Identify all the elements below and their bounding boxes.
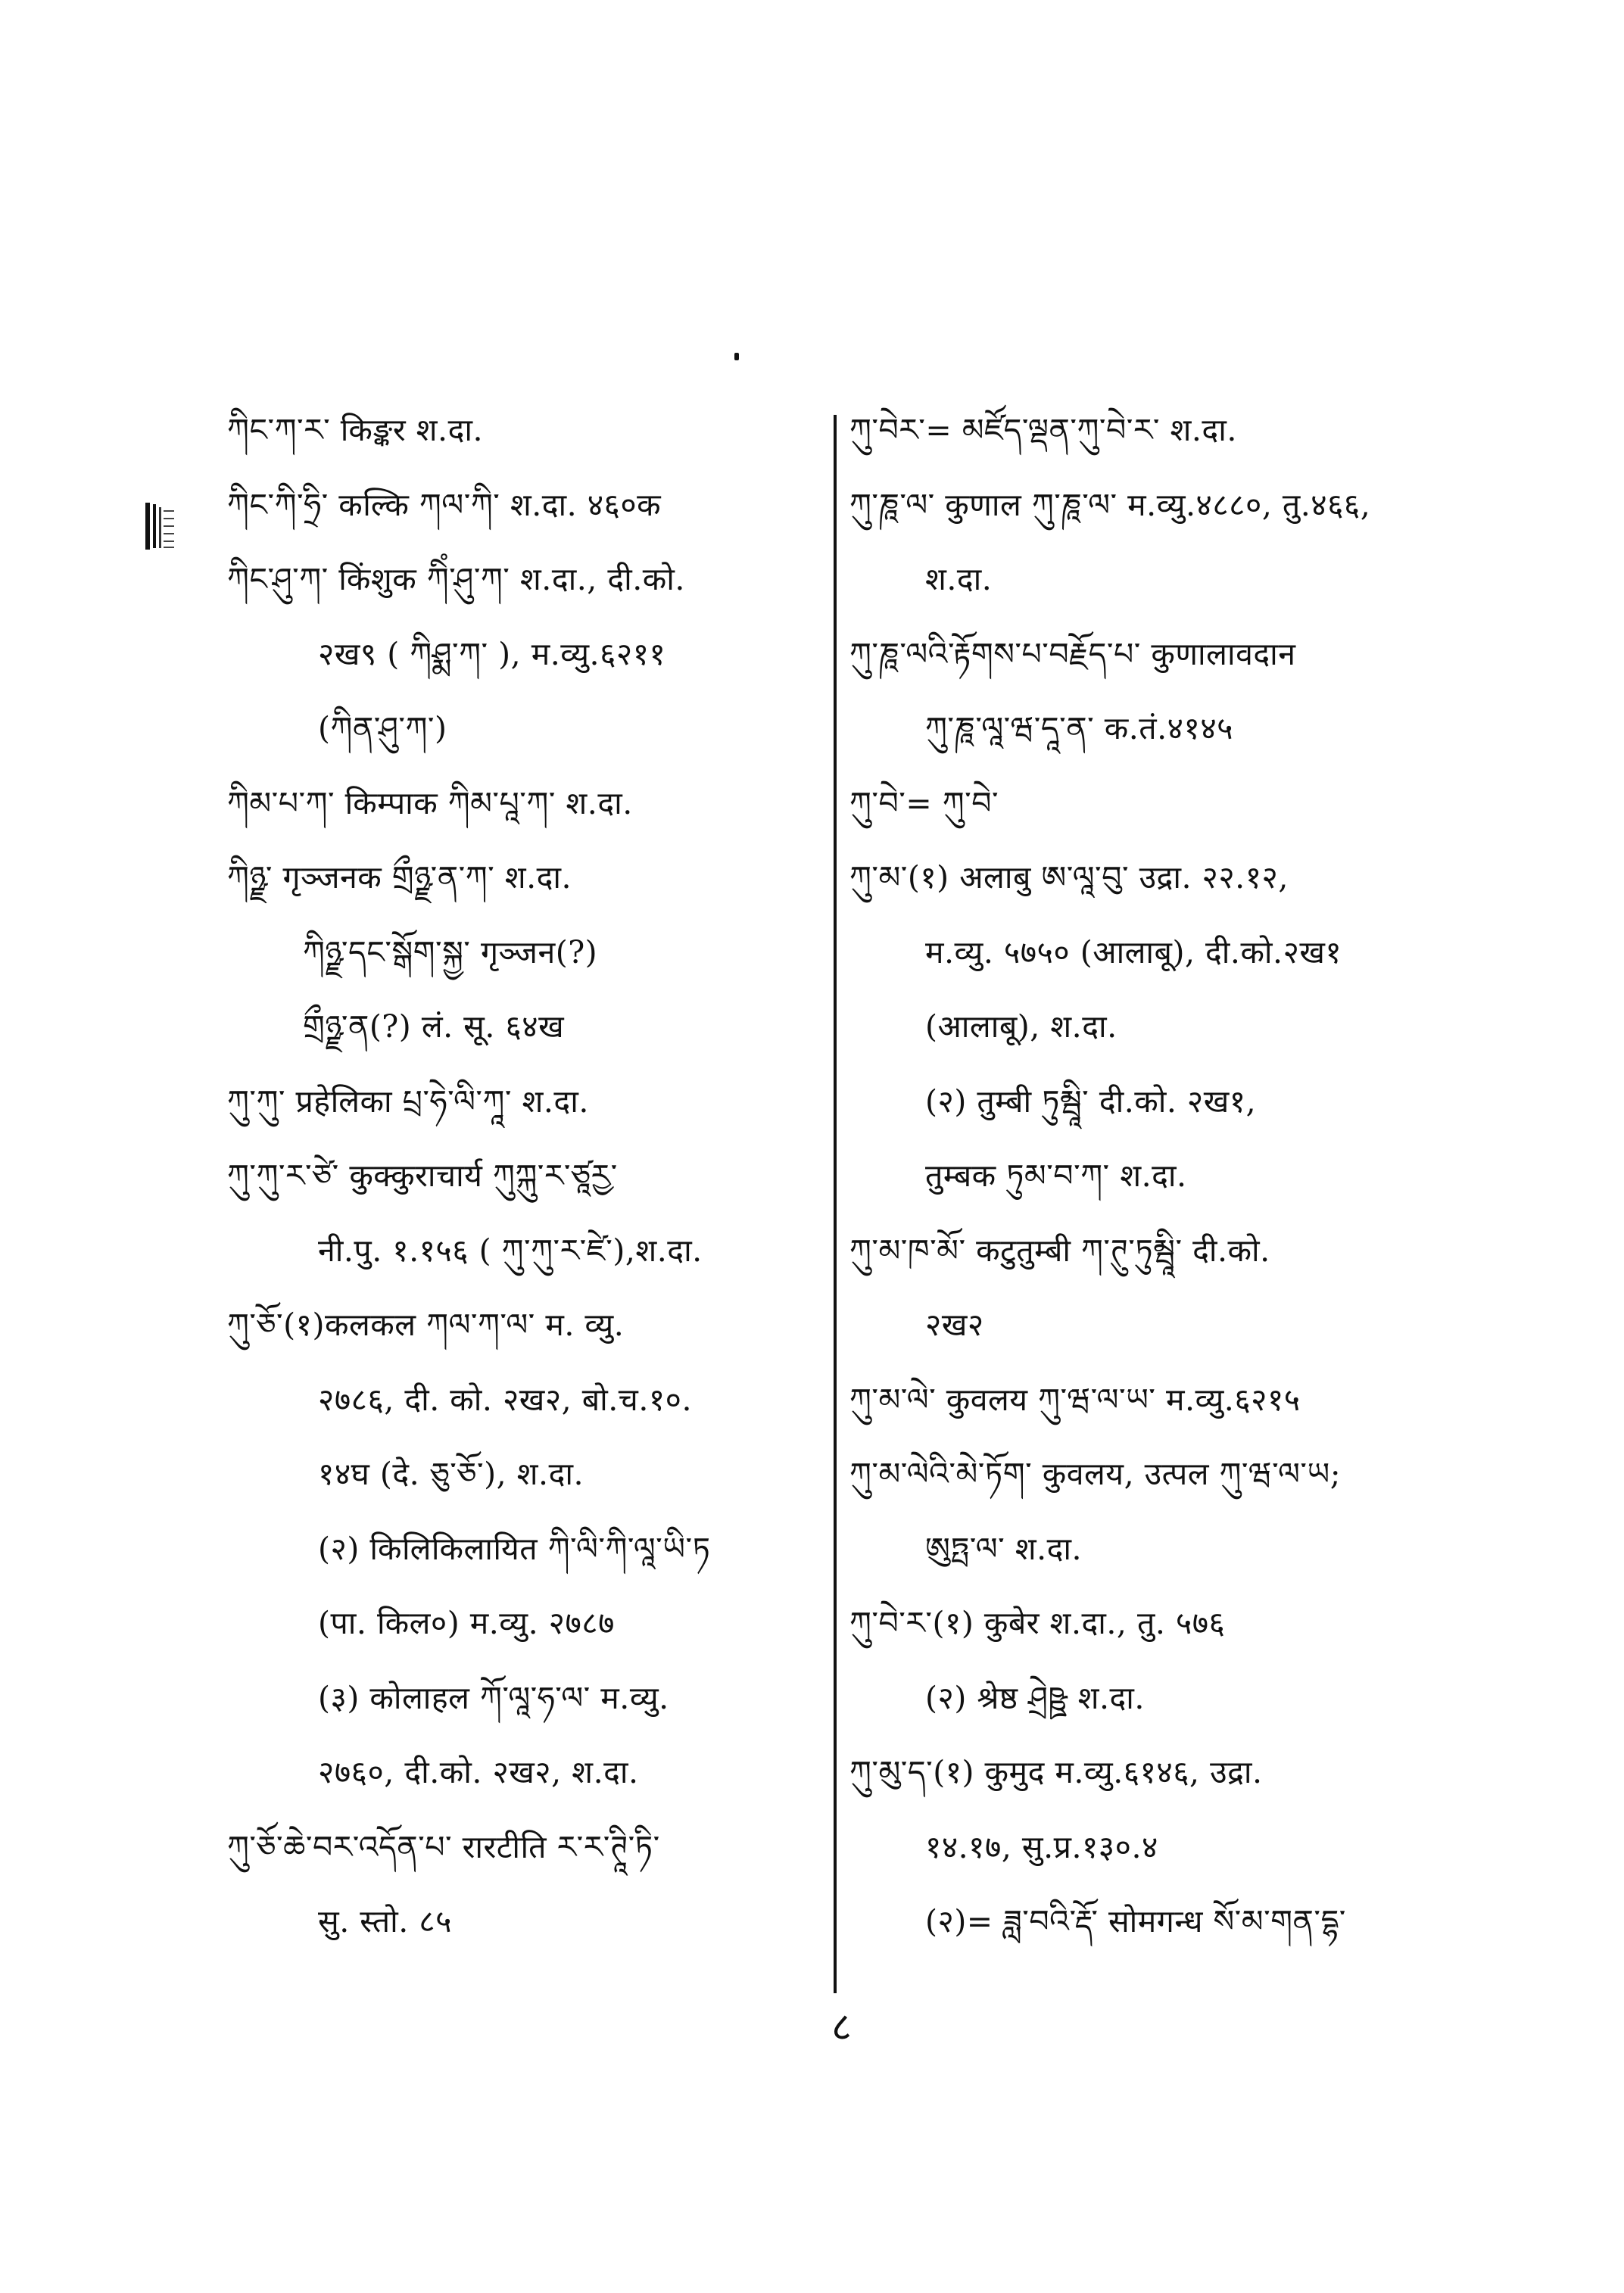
right-entry-line: ཨུཏྤ་ལ་ श.दा.: [925, 1530, 1083, 1567]
right-entry-line: (२)= ཟླ་བའི་རྡོ་ सोमगन्ध སོ་མ་གན་དྷ་: [925, 1903, 1346, 1939]
right-entry-line: ཀུ་མ་ཁ་མོ་ कटुतुम्बी ཀ་ཊུ་ཏུམྦཱི་ दी.को.: [849, 1232, 1270, 1269]
left-entry-line: १४घ (दे. ཅུ་ཅོ་), श.दा.: [318, 1456, 584, 1492]
right-entry-line: (२) तुम्बी ཏུམྦཱི་ दी.को. २ख१,: [925, 1083, 1257, 1120]
left-entry-line: ཀུ་ཅོ་(१)कलकल ཀལ་ཀ་ལ་ म. व्यु.: [227, 1307, 625, 1343]
right-entry-line: ཀུ་ཎཱ་ལ་ कुणाल ཀུ་ཎཱ་ལ་ म.व्यु.४८८०, तु.४६६,: [849, 486, 1371, 523]
left-entry-line: नी.पु. १.१५६ ( ཀུ་ཀུ་ར་ཛེ་),श.दा.: [318, 1232, 703, 1269]
left-entry-line: གྲྀཉྫ་ན(?) लं. सू. ६४ख: [303, 1008, 565, 1045]
right-entry-line: ཀུ་མ་ལེའི་མེ་ཏོག་ कुवलय, उत्पल ཀུ་ཝ་ལ་ཡ;: [849, 1456, 1342, 1492]
left-entry-line: (३) कोलाहल ཀོ་ལཱ་ཧ་ལ་ म.व्यु.: [318, 1679, 669, 1716]
left-entry-line: २७६०, दी.को. २ख२, श.दा.: [318, 1754, 639, 1790]
left-entry-line: २ख९ ( ཀིཤྨ་ཀ་ ), म.व्यु.६२११: [318, 635, 666, 672]
left-entry-line: (ཀིན་ཤུ་ཀ་): [318, 710, 447, 746]
left-entry-line: (पा. किल०) म.व्यु. २७८७: [318, 1605, 615, 1641]
right-entry-line: ཀུ་ཎཱ་ལའི་རྟོགས་པ་བརྗོད་པ་ कुणालावदान: [849, 635, 1296, 672]
right-entry-line: ཀུ་མུ་ད་(१) कुमुद म.व्यु.६१४६, उद्रा.: [849, 1754, 1263, 1790]
left-entry-line: ཀུ་ཅོ་ཆེ་བར་འདོན་པ་ रारटीति ར་ར་ཊཱི་ཏི་: [227, 1828, 660, 1865]
left-entry-line: ཀིཉྫ་དང་སྒོག་སྐྱ་ गृञ्जन(?): [303, 933, 598, 970]
right-entry-line: ཀུ་ཎཱ་ལཱ་ཝ་དཱ་ན་ क.तं.४१४५: [925, 710, 1233, 746]
right-entry-line: म.व्यु. ५७५० (आलाबू), दी.को.२ख१: [925, 933, 1342, 970]
left-entry-line: ཀིང་ཀ་ར་ किङ्कर श.दा.: [227, 412, 483, 448]
right-entry-line: २ख२: [925, 1307, 984, 1343]
left-entry-line: २७८६, दी. को. २ख२, बो.च.१०.: [318, 1381, 693, 1418]
right-entry-line: ཀུ་མ་(१) अलाबु ཨ་ལཱ་བུ་ उद्रा. २२.१२,: [849, 859, 1289, 896]
right-entry-line: ཀུ་བེ་ར་(१) कुबेर श.दा., तु. ५७६: [849, 1605, 1226, 1641]
right-entry-line: ཀུ་མ་ལེ་ कुवलय ཀུ་ཝ་ལ་ཡ་ म.व्यु.६२१५: [849, 1381, 1301, 1418]
right-entry-line: श.दा.: [925, 561, 993, 597]
right-entry-line: ཀུ་བེ་= ཀུ་བེ་: [849, 784, 999, 821]
right-entry-line: ཀུ་བེར་= མཛོད་ལྡན་ཀུ་བེ་ར་ श.दा.: [849, 412, 1237, 448]
left-entry-line: ཀུ་ཀུ་ प्रहेलिका པྲ་ཧེ་ལི་ཀཱ་ श.दा.: [227, 1083, 589, 1120]
page-number: ८: [831, 2005, 853, 2050]
left-entry-line: सु. स्तो. ८५: [318, 1903, 452, 1939]
left-entry-line: ཀིམ་པ་ཀ་ किम्पाक ཀིམ་པཱ་ཀ་ श.दा.: [227, 784, 633, 821]
left-entry-line: ཀིང་ཤུ་ཀ་ किंशुक ཀིཾ་ཤུ་ཀ་ श.दा., दी.को.: [227, 561, 685, 597]
right-entry-line: १४.१७, सु.प्र.१३०.४: [925, 1828, 1158, 1865]
margin-mark-icon: [144, 500, 176, 551]
left-entry-line: (२) किलिकिलायित ཀི་ལི་ཀི་ལཱ་ཡི་ཏ: [318, 1530, 711, 1567]
column-divider: [834, 415, 837, 1993]
left-entry-line: ཀིཉྫ་ गृञ्जनक གྲྀཉྫ་ན་ཀ་ श.दा.: [227, 859, 572, 896]
right-entry-line: (२) श्रेष्ठ ཤྲེཥྛ श.दा.: [925, 1679, 1145, 1716]
left-entry-line: ཀིང་ཀི་ཧྲི་ कल्कि ཀལ་ཀི་ श.दा. ४६०क: [227, 486, 662, 523]
right-entry-line: तुम्बक ཏུམ་བ་ཀ་ श.दा.: [925, 1157, 1187, 1194]
ink-dot: [734, 353, 739, 360]
right-entry-line: (आलाबू), श.दा.: [925, 1008, 1117, 1045]
left-entry-line: ཀུ་ཀུ་ར་ཙེ་ कुक्कुराचार्य ཀུཀྐུ་ར་ཙཱརྱ་: [227, 1157, 618, 1194]
